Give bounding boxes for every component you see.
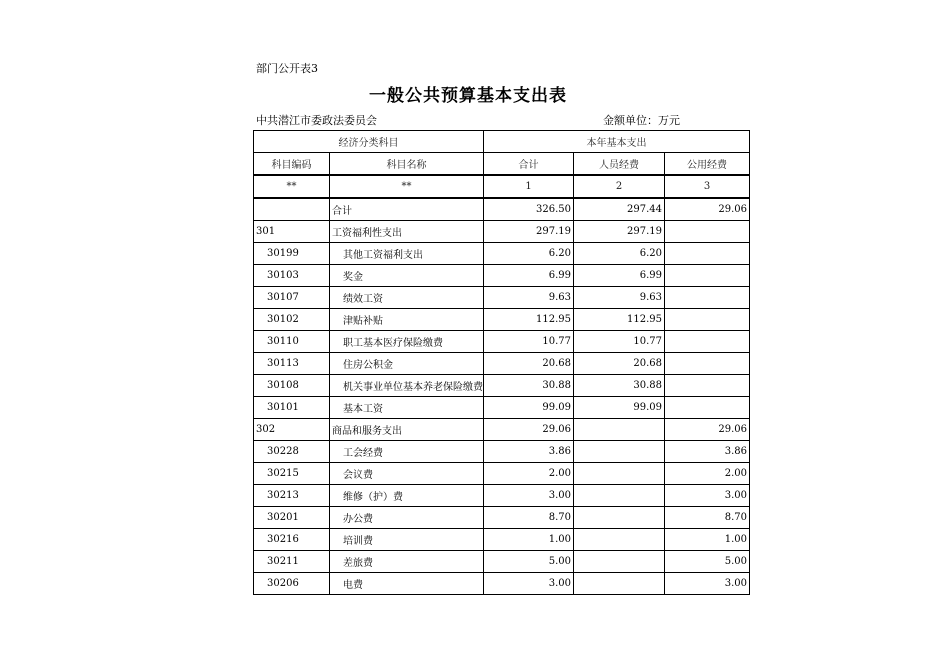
table-row <box>254 463 750 485</box>
row-personnel <box>574 441 665 463</box>
row-code: 30107 <box>254 287 330 309</box>
row-code: 30216 <box>254 529 330 551</box>
table-row <box>254 529 750 551</box>
row-name: 差旅费 <box>330 551 484 573</box>
row-name: 职工基本医疗保险缴费 <box>330 331 484 353</box>
row-public: 29.06 <box>665 419 750 441</box>
row-code <box>254 198 330 221</box>
table-number-label: 部门公开表3 <box>256 62 318 75</box>
row-public: 3.86 <box>665 441 750 463</box>
row-code: 30213 <box>254 485 330 507</box>
table-row <box>254 243 750 265</box>
row-total: 326.50 <box>484 198 574 221</box>
column-header-personnel: 人员经费 <box>574 153 665 176</box>
row-name: 工会经费 <box>330 441 484 463</box>
row-total: 29.06 <box>484 419 574 441</box>
row-personnel <box>574 485 665 507</box>
table-row <box>254 507 750 529</box>
row-code: 30211 <box>254 551 330 573</box>
table-row <box>254 375 750 397</box>
row-public: 2.00 <box>665 463 750 485</box>
row-code: 30215 <box>254 463 330 485</box>
table-row <box>254 419 750 441</box>
row-name: 电费 <box>330 573 484 595</box>
group-header-economic: 经济分类科目 <box>254 131 484 153</box>
row-code: 30103 <box>254 265 330 287</box>
row-public: 29.06 <box>665 198 750 221</box>
row-name: 维修（护）费 <box>330 485 484 507</box>
row-public <box>665 397 750 419</box>
table-row <box>254 221 750 243</box>
row-personnel: 112.95 <box>574 309 665 331</box>
row-public: 8.70 <box>665 507 750 529</box>
table-row <box>254 485 750 507</box>
row-personnel: 20.68 <box>574 353 665 375</box>
index-1: 1 <box>484 175 574 198</box>
row-personnel: 6.99 <box>574 265 665 287</box>
row-name: 机关事业单位基本养老保险缴费 <box>330 375 484 397</box>
row-total: 297.19 <box>484 221 574 243</box>
row-public: 5.00 <box>665 551 750 573</box>
table-row <box>254 397 750 419</box>
row-personnel: 297.44 <box>574 198 665 221</box>
row-name: 办公费 <box>330 507 484 529</box>
row-personnel: 10.77 <box>574 331 665 353</box>
row-public: 3.00 <box>665 573 750 595</box>
row-total: 5.00 <box>484 551 574 573</box>
table-row <box>254 551 750 573</box>
row-public: 1.00 <box>665 529 750 551</box>
row-personnel <box>574 529 665 551</box>
row-personnel: 9.63 <box>574 287 665 309</box>
index-code: ** <box>254 175 330 198</box>
column-header-total: 合计 <box>484 153 574 176</box>
row-total: 30.88 <box>484 375 574 397</box>
row-code: 30110 <box>254 331 330 353</box>
table-row <box>254 573 750 595</box>
organization-name: 中共潜江市委政法委员会 <box>256 114 377 127</box>
row-code: 30199 <box>254 243 330 265</box>
row-personnel: 99.09 <box>574 397 665 419</box>
row-public: 3.00 <box>665 485 750 507</box>
row-personnel: 30.88 <box>574 375 665 397</box>
table-row <box>254 309 750 331</box>
row-code: 301 <box>254 221 330 243</box>
row-total: 99.09 <box>484 397 574 419</box>
row-code: 30206 <box>254 573 330 595</box>
row-total: 20.68 <box>484 353 574 375</box>
row-name: 其他工资福利支出 <box>330 243 484 265</box>
row-total: 10.77 <box>484 331 574 353</box>
index-2: 2 <box>574 175 665 198</box>
row-public <box>665 287 750 309</box>
row-total: 6.20 <box>484 243 574 265</box>
row-code: 30102 <box>254 309 330 331</box>
column-header-public: 公用经费 <box>665 153 750 176</box>
row-personnel <box>574 463 665 485</box>
row-public <box>665 265 750 287</box>
row-personnel: 297.19 <box>574 221 665 243</box>
row-total: 112.95 <box>484 309 574 331</box>
row-personnel <box>574 573 665 595</box>
row-public <box>665 221 750 243</box>
row-total: 3.00 <box>484 485 574 507</box>
row-total: 3.86 <box>484 441 574 463</box>
amount-unit: 金额单位：万元 <box>603 114 680 127</box>
table-row <box>254 331 750 353</box>
row-total: 3.00 <box>484 573 574 595</box>
row-name: 绩效工资 <box>330 287 484 309</box>
row-total: 6.99 <box>484 265 574 287</box>
row-personnel <box>574 419 665 441</box>
row-total: 8.70 <box>484 507 574 529</box>
row-name: 培训费 <box>330 529 484 551</box>
row-name: 津贴补贴 <box>330 309 484 331</box>
group-header-basic-expense: 本年基本支出 <box>484 131 750 153</box>
table-row <box>254 353 750 375</box>
row-name: 基本工资 <box>330 397 484 419</box>
table-row <box>254 198 750 221</box>
page-title: 一般公共预算基本支出表 <box>369 86 567 106</box>
row-name: 合计 <box>330 198 484 221</box>
index-3: 3 <box>665 175 750 198</box>
row-personnel <box>574 507 665 529</box>
row-public <box>665 353 750 375</box>
row-name: 商品和服务支出 <box>330 419 484 441</box>
row-personnel: 6.20 <box>574 243 665 265</box>
table-row <box>254 441 750 463</box>
row-public <box>665 375 750 397</box>
row-total: 2.00 <box>484 463 574 485</box>
row-public <box>665 331 750 353</box>
row-code: 30113 <box>254 353 330 375</box>
row-name: 奖金 <box>330 265 484 287</box>
row-total: 1.00 <box>484 529 574 551</box>
row-name: 住房公积金 <box>330 353 484 375</box>
row-public <box>665 309 750 331</box>
row-name: 会议费 <box>330 463 484 485</box>
budget-table <box>253 130 750 595</box>
row-code: 302 <box>254 419 330 441</box>
table-row <box>254 287 750 309</box>
row-code: 30228 <box>254 441 330 463</box>
column-header-name: 科目名称 <box>330 153 484 176</box>
row-total: 9.63 <box>484 287 574 309</box>
row-code: 30108 <box>254 375 330 397</box>
row-public <box>665 243 750 265</box>
row-name: 工资福利性支出 <box>330 221 484 243</box>
row-personnel <box>574 551 665 573</box>
column-header-code: 科目编码 <box>254 153 330 176</box>
index-name: ** <box>330 175 484 198</box>
row-code: 30101 <box>254 397 330 419</box>
row-code: 30201 <box>254 507 330 529</box>
table-row <box>254 265 750 287</box>
